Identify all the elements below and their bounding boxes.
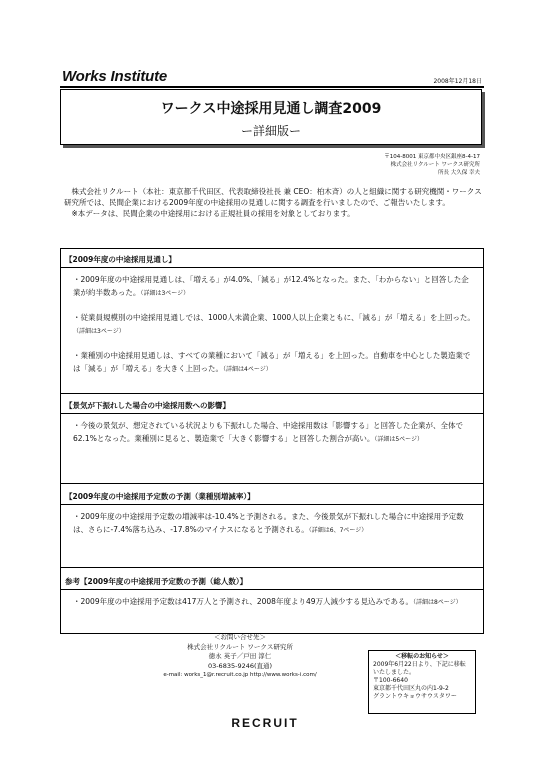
bullet-text: ・従業員規模別の中途採用見通しでは、1000人未満企業、1000人以上企業ともに、「減る」が「増える」を上回った。: [73, 313, 475, 322]
section-divider: [61, 393, 483, 394]
document-date: 2008年12月18日: [433, 78, 482, 85]
bullet-text: ・今後の景気が、想定されている状況よりも下振れした場合、中途採用数は「影響する」と回答した企業が、全体で62.1%となった。業種別に見ると、製造業で「大きく影響する」と回答した割合が高い。: [73, 421, 463, 443]
notice-line: 東京都千代田区丸の内1-9-2: [373, 685, 449, 692]
section-divider: [61, 504, 483, 505]
bullet-page-ref: （詳細は3ページ）: [140, 290, 190, 297]
summary-bullet: [73, 595, 475, 609]
notice-line: 〒100-6640: [373, 677, 408, 684]
bullet-page-ref: （詳細は3ページ）: [73, 328, 125, 335]
contact-names: 徳永 英子／戸田 淳仁: [208, 652, 272, 660]
summary-bullet: [73, 311, 475, 338]
bullet-page-ref: （詳細は6、7ページ）: [308, 527, 368, 534]
intro-note: ※本データは、民間企業の中途採用における正規社員の採用を対象としております。: [71, 209, 355, 218]
bullet-page-ref: （詳細は5ページ）: [374, 436, 424, 443]
notice-title: ＜移転のお知らせ＞: [395, 653, 449, 660]
summary-bullet: [73, 510, 475, 537]
recruit-logo: RECRUIT: [231, 716, 299, 730]
section-heading: 【景気が下振れした場合の中途採用数への影響】: [65, 401, 230, 410]
section-heading: 【2009年度の中途採用予定数の予測（業種別増減率）】: [65, 492, 255, 501]
bullet-page-ref: （詳細は4ページ）: [223, 366, 272, 373]
bullet-text: ・2009年度の中途採用予定数の増減率は-10.4%と予測される。また、今後景気が下振れした場合に中途採用予定数は、さらに-7.4%落ち込み、-17.8%のマイナスになると予測される。: [73, 512, 464, 534]
section-heading: 【2009年度の中途採用見通し】: [65, 255, 176, 264]
title-box: [60, 89, 482, 145]
summary-bullet: [73, 273, 475, 300]
address-line: 株式会社リクルート ワークス研究所: [390, 162, 480, 168]
notice-line: 2009年6月22日より、下記に移転いたしました。: [373, 661, 466, 676]
notice-line: グラントウキョウサウスタワー: [373, 693, 457, 700]
summary-box: [60, 248, 484, 634]
contact-label: ＜お問い合せ先＞: [214, 633, 266, 641]
intro-text: [64, 186, 484, 219]
page-subtitle: ー詳細版ー: [240, 124, 301, 138]
address-line: 所長 大久保 幸夫: [438, 170, 480, 176]
works-institute-logo: Works Institute: [62, 68, 168, 85]
section-divider: [61, 567, 483, 568]
relocation-notice: [368, 650, 476, 714]
contact-email-link[interactable]: e-mail: works_1@r.recruit.co.jp http://www.works-i.com/: [163, 672, 317, 678]
address-block: [330, 153, 480, 177]
contact-org: 株式会社リクルート ワークス研究所: [187, 642, 293, 651]
bullet-text: ・2009年度の中途採用見通しは、「増える」が4.0%、「減る」が12.4%となった。また、「わからない」と回答した企業が約半数あった。: [73, 275, 469, 297]
bullet-page-ref: （詳細は8ページ）: [412, 599, 462, 606]
contact-block: [160, 633, 320, 681]
bullet-text: ・業種別の中途採用見通しは、すべての業種において「減る」が「増える」を上回った。自動車を中心とした製造業では「減る」が「増える」を大きく上回った。: [73, 351, 471, 373]
section-heading: 参考【2009年度の中途採用予定数の予測（総人数）】: [65, 577, 248, 586]
summary-bullet: [73, 349, 475, 376]
header-rule: [60, 86, 484, 88]
intro-paragraph: 株式会社リクルート（本社：東京都千代田区、代表取締役社長 兼 CEO：柏木斉）の人と組織に関する研究機関・ワークス研究所では、民間企業における2009年度の中途採用の見通しに関する調査を行いましたので、ご報告いたします。: [64, 187, 482, 207]
section-divider: [61, 267, 483, 268]
section-divider: [61, 413, 483, 414]
summary-bullet: [73, 419, 475, 446]
section-divider: [61, 483, 483, 484]
contact-phone: 03-6835-9246(直通): [207, 661, 273, 670]
section-divider: [61, 589, 483, 590]
page-title: ワークス中途採用見通し調査2009: [160, 101, 382, 117]
bullet-text: ・2009年度の中途採用予定数は417万人と予測され、2008年度より49万人減少する見込みである。: [73, 597, 413, 606]
address-line: 〒104-8001 東京都中央区銀座8-4-17: [384, 154, 480, 160]
